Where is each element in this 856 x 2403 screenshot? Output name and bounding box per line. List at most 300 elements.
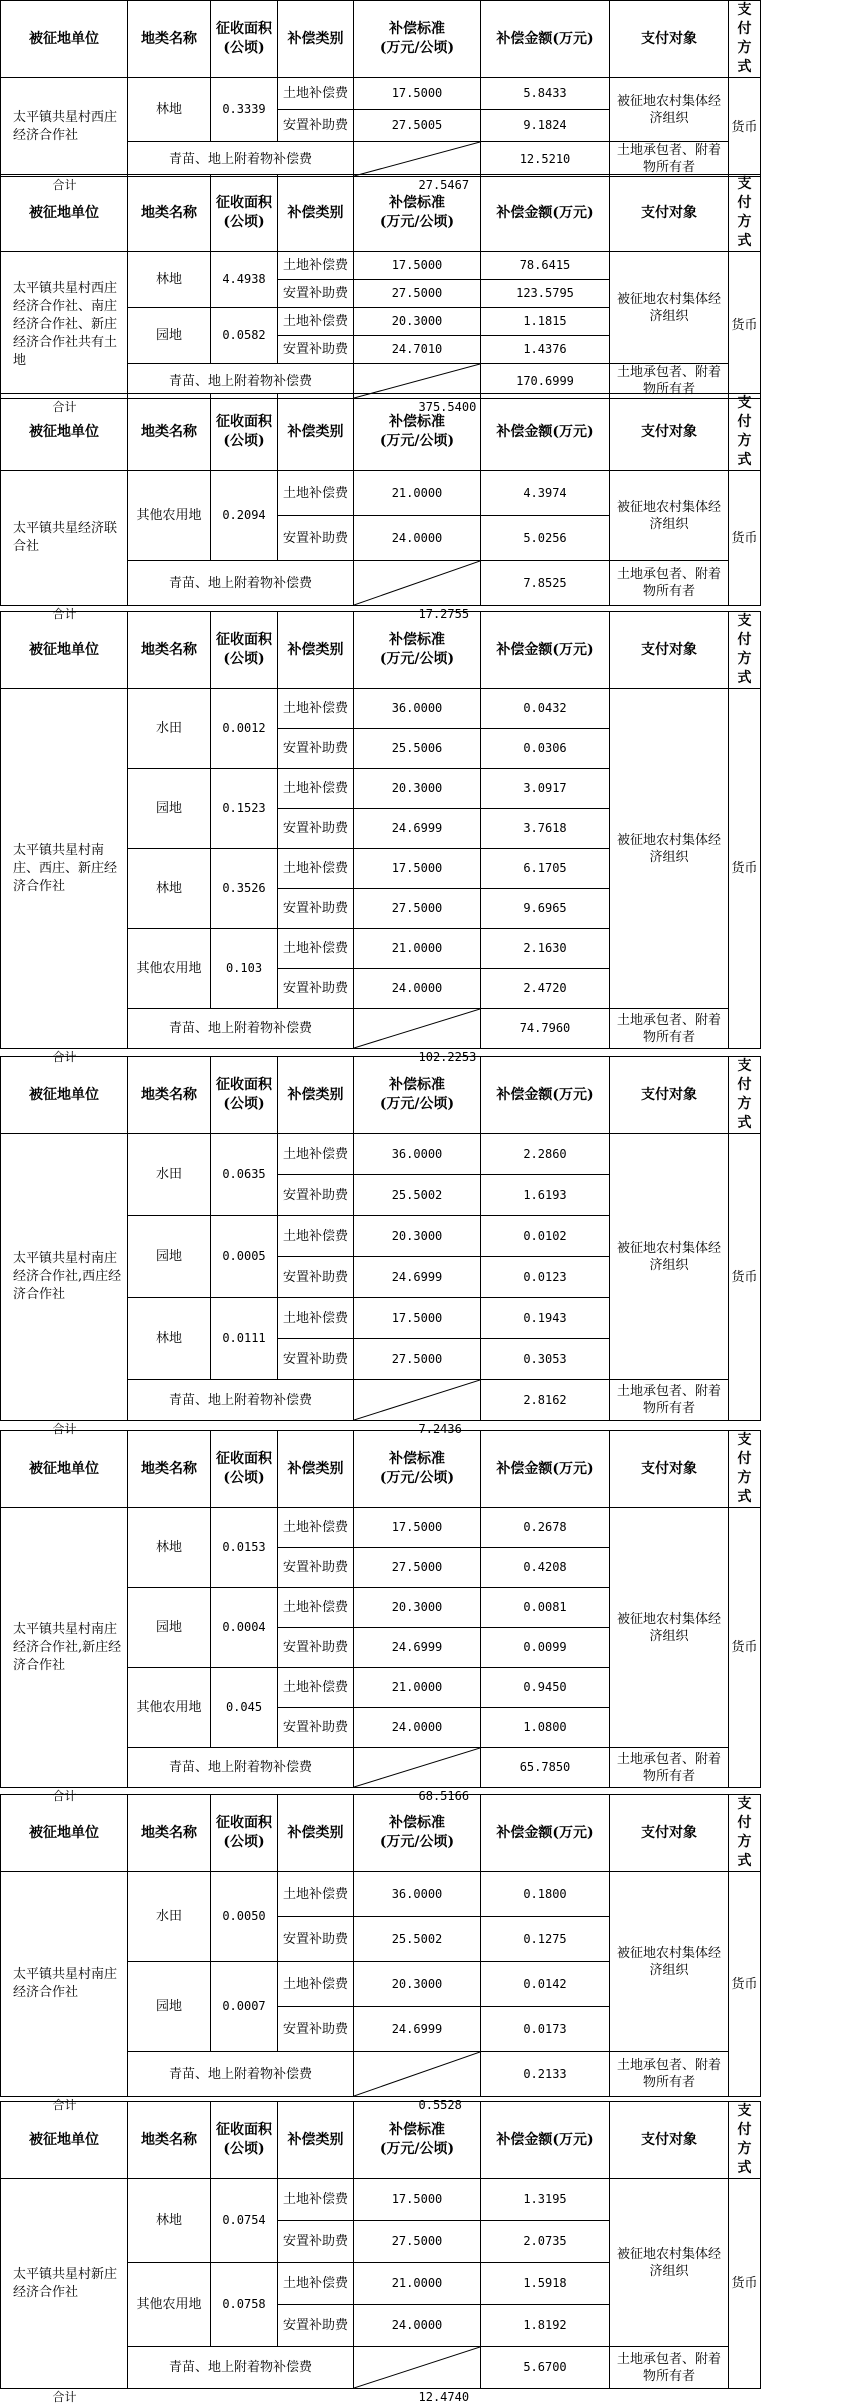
land-type-name: 林地 [128,1298,211,1380]
header-standard: 补偿标准 (万元/公顷) [354,1,481,78]
land-area: 0.3526 [211,849,278,929]
payee-owner: 土地承包者、附着物所有者 [610,561,729,606]
attachment-amount: 7.8525 [481,561,610,606]
compensation-type: 安置补助费 [278,2305,354,2347]
standard-value: 24.6999 [354,1257,481,1298]
table-row [1,1872,761,1917]
header-unit: 被征地单位 [1,1,128,78]
header-payee: 支付对象 [610,1,729,78]
standard-value: 24.6999 [354,809,481,849]
diagonal-cell [354,1380,481,1421]
header-unit: 被征地单位 [1,1431,128,1508]
header-amount: 补偿金额(万元) [481,2102,610,2179]
unit-name: 太平镇共星经济联合社 [1,471,128,606]
amount-value: 1.8192 [481,2305,610,2347]
diagonal-cell [354,142,481,177]
header-comp-type: 补偿类别 [278,394,354,471]
payee-collective: 被征地农村集体经济组织 [610,1134,729,1380]
amount-value: 5.0256 [481,516,610,561]
amount-value: 0.0432 [481,689,610,729]
payee-owner: 土地承包者、附着物所有者 [610,142,729,177]
header-comp-type: 补偿类别 [278,1,354,78]
land-type-name: 园地 [128,1588,211,1668]
table-header-row [1,1795,761,1872]
payment-method: 货币 [729,252,761,399]
standard-value: 25.5002 [354,1917,481,1962]
standard-value: 27.5000 [354,280,481,308]
amount-value: 2.1630 [481,929,610,969]
compensation-type: 土地补偿费 [278,78,354,110]
compensation-type: 土地补偿费 [278,769,354,809]
compensation-type: 安置补助费 [278,809,354,849]
header-method: 支付方式 [729,2102,761,2179]
total-label: 合计 [52,607,77,620]
amount-value: 9.1824 [481,110,610,142]
payment-method: 货币 [729,1508,761,1788]
standard-value: 17.5000 [354,252,481,280]
header-standard: 补偿标准 (万元/公顷) [354,2102,481,2179]
amount-value: 0.0099 [481,1628,610,1668]
total-value: 102.2253 [418,1050,477,1063]
compensation-type: 安置补助费 [278,336,354,364]
header-unit: 被征地单位 [1,394,128,471]
payment-method: 货币 [729,689,761,1049]
header-area: 征收面积 (公顷) [211,1431,278,1508]
header-method: 支付方式 [729,1795,761,1872]
payment-method: 货币 [729,1872,761,2097]
amount-value: 0.1943 [481,1298,610,1339]
standard-value: 24.0000 [354,2305,481,2347]
land-type-name: 园地 [128,769,211,849]
total-label: 合计 [52,2390,77,2403]
attachment-label: 青苗、地上附着物补偿费 [128,1748,354,1788]
compensation-type: 土地补偿费 [278,1872,354,1917]
land-area: 0.3339 [211,78,278,142]
land-type-name: 林地 [128,252,211,308]
header-area: 征收面积 (公顷) [211,175,278,252]
diagonal-cell [354,1009,481,1049]
land-type-name: 园地 [128,1216,211,1298]
compensation-table [0,2101,761,2403]
payee-owner: 土地承包者、附着物所有者 [610,1380,729,1421]
compensation-type: 土地补偿费 [278,689,354,729]
payee-collective: 被征地农村集体经济组织 [610,252,729,364]
compensation-type: 安置补助费 [278,1708,354,1748]
table-row [1,252,761,280]
amount-value: 2.2860 [481,1134,610,1175]
unit-name: 太平镇共星村西庄经济合作社、南庄经济合作社、新庄经济合作社共有土地 [1,252,128,399]
standard-value: 36.0000 [354,1872,481,1917]
amount-value: 0.4208 [481,1548,610,1588]
amount-value: 0.0142 [481,1962,610,2007]
amount-value: 0.2678 [481,1508,610,1548]
header-comp-type: 补偿类别 [278,1795,354,1872]
table-header-row [1,2102,761,2179]
attachment-amount: 170.6999 [481,364,610,399]
table-header-row [1,1057,761,1134]
amount-value: 3.0917 [481,769,610,809]
amount-value: 1.1815 [481,308,610,336]
amount-value: 3.7618 [481,809,610,849]
standard-value: 24.6999 [354,1628,481,1668]
amount-value: 0.0306 [481,729,610,769]
table-header-row [1,175,761,252]
header-standard: 补偿标准 (万元/公顷) [354,394,481,471]
header-land-type: 地类名称 [128,394,211,471]
amount-value: 1.5918 [481,2263,610,2305]
amount-value: 1.4376 [481,336,610,364]
attachment-amount: 12.5210 [481,142,610,177]
table-header-row [1,612,761,689]
amount-value: 4.3974 [481,471,610,516]
land-area: 0.0012 [211,689,278,769]
total-value: 68.5166 [418,1789,470,1802]
compensation-type: 安置补助费 [278,1339,354,1380]
compensation-type: 土地补偿费 [278,2263,354,2305]
standard-value: 27.5000 [354,1339,481,1380]
payment-method: 货币 [729,78,761,177]
total-label: 合计 [52,400,77,413]
table-header-row [1,1,761,78]
standard-value: 21.0000 [354,471,481,516]
unit-name: 太平镇共星村南庄、西庄、新庄经济合作社 [1,689,128,1049]
land-area: 0.2094 [211,471,278,561]
header-payee: 支付对象 [610,1431,729,1508]
amount-value: 0.1275 [481,1917,610,1962]
diagonal-line [354,1009,480,1048]
compensation-table [0,174,761,413]
amount-value: 5.8433 [481,78,610,110]
compensation-type: 土地补偿费 [278,471,354,516]
header-method: 支付方式 [729,394,761,471]
payee-owner: 土地承包者、附着物所有者 [610,1748,729,1788]
compensation-type: 安置补助费 [278,516,354,561]
header-payee: 支付对象 [610,612,729,689]
land-area: 4.4938 [211,252,278,308]
amount-value: 2.4720 [481,969,610,1009]
land-type-name: 其他农用地 [128,929,211,1009]
payment-method: 货币 [729,471,761,606]
header-comp-type: 补偿类别 [278,2102,354,2179]
standard-value: 17.5000 [354,1508,481,1548]
header-amount: 补偿金额(万元) [481,1795,610,1872]
amount-value: 1.6193 [481,1175,610,1216]
compensation-type: 安置补助费 [278,1175,354,1216]
amount-value: 0.1800 [481,1872,610,1917]
unit-name: 太平镇共星村新庄经济合作社 [1,2179,128,2389]
amount-value: 0.0173 [481,2007,610,2052]
header-payee: 支付对象 [610,175,729,252]
attachment-label: 青苗、地上附着物补偿费 [128,1380,354,1421]
compensation-type: 土地补偿费 [278,308,354,336]
payment-method: 货币 [729,2179,761,2389]
land-type-name: 其他农用地 [128,471,211,561]
land-area: 0.0004 [211,1588,278,1668]
header-unit: 被征地单位 [1,612,128,689]
compensation-type: 土地补偿费 [278,1508,354,1548]
compensation-type: 安置补助费 [278,729,354,769]
standard-value: 20.3000 [354,769,481,809]
standard-value: 20.3000 [354,1962,481,2007]
total-value: 7.2436 [418,1422,462,1435]
header-amount: 补偿金额(万元) [481,1057,610,1134]
payee-collective: 被征地农村集体经济组织 [610,2179,729,2347]
diagonal-cell [354,2347,481,2389]
header-amount: 补偿金额(万元) [481,1431,610,1508]
land-area: 0.0758 [211,2263,278,2347]
attachment-label: 青苗、地上附着物补偿费 [128,2347,354,2389]
amount-value: 6.1705 [481,849,610,889]
compensation-type: 土地补偿费 [278,1298,354,1339]
header-method: 支付方式 [729,1431,761,1508]
attachment-amount: 2.8162 [481,1380,610,1421]
unit-name: 太平镇共星村南庄经济合作社 [1,1872,128,2097]
total-label: 合计 [52,2098,77,2111]
standard-value: 24.6999 [354,2007,481,2052]
header-amount: 补偿金额(万元) [481,175,610,252]
standard-value: 21.0000 [354,929,481,969]
standard-value: 24.0000 [354,1708,481,1748]
payee-owner: 土地承包者、附着物所有者 [610,2347,729,2389]
total-value: 27.5467 [418,178,470,191]
diagonal-cell [354,2052,481,2097]
standard-value: 36.0000 [354,1134,481,1175]
attachment-amount: 5.6700 [481,2347,610,2389]
standard-value: 20.3000 [354,308,481,336]
amount-value: 0.9450 [481,1668,610,1708]
table-row [1,689,761,729]
standard-value: 25.5002 [354,1175,481,1216]
header-method: 支付方式 [729,1057,761,1134]
header-payee: 支付对象 [610,394,729,471]
header-amount: 补偿金额(万元) [481,1,610,78]
header-amount: 补偿金额(万元) [481,394,610,471]
header-land-type: 地类名称 [128,2102,211,2179]
land-type-name: 林地 [128,78,211,142]
attachment-label: 青苗、地上附着物补偿费 [128,142,354,177]
payee-collective: 被征地农村集体经济组织 [610,689,729,1009]
compensation-type: 安置补助费 [278,889,354,929]
header-comp-type: 补偿类别 [278,612,354,689]
compensation-type: 安置补助费 [278,2007,354,2052]
amount-value: 9.6965 [481,889,610,929]
header-payee: 支付对象 [610,1795,729,1872]
land-area: 0.045 [211,1668,278,1748]
compensation-table [0,1056,761,1435]
amount-value: 1.0800 [481,1708,610,1748]
compensation-type: 土地补偿费 [278,2179,354,2221]
compensation-type: 安置补助费 [278,1257,354,1298]
header-unit: 被征地单位 [1,1795,128,1872]
standard-value: 20.3000 [354,1216,481,1257]
standard-value: 27.5000 [354,2221,481,2263]
table-row [1,1508,761,1548]
land-type-name: 水田 [128,1134,211,1216]
compensation-type: 土地补偿费 [278,849,354,889]
compensation-type: 安置补助费 [278,1917,354,1962]
land-area: 0.0005 [211,1216,278,1298]
compensation-table [0,393,761,620]
land-type-name: 水田 [128,689,211,769]
diagonal-line [354,2052,480,2096]
header-area: 征收面积 (公顷) [211,612,278,689]
standard-value: 20.3000 [354,1588,481,1628]
header-unit: 被征地单位 [1,2102,128,2179]
standard-value: 17.5000 [354,849,481,889]
amount-value: 2.0735 [481,2221,610,2263]
land-type-name: 林地 [128,1508,211,1588]
land-area: 0.0007 [211,1962,278,2052]
header-standard: 补偿标准 (万元/公顷) [354,175,481,252]
unit-name: 太平镇共星村西庄经济合作社 [1,78,128,177]
total-label: 合计 [52,1050,77,1063]
table-row [1,471,761,516]
land-type-name: 水田 [128,1872,211,1962]
payee-owner: 土地承包者、附着物所有者 [610,2052,729,2097]
compensation-type: 土地补偿费 [278,1134,354,1175]
standard-value: 21.0000 [354,2263,481,2305]
header-method: 支付方式 [729,175,761,252]
table-header-row [1,394,761,471]
compensation-type: 土地补偿费 [278,1216,354,1257]
land-area: 0.0754 [211,2179,278,2263]
header-unit: 被征地单位 [1,175,128,252]
total-label: 合计 [52,1422,77,1435]
compensation-table [0,1430,761,1802]
header-method: 支付方式 [729,1,761,78]
header-method: 支付方式 [729,612,761,689]
compensation-type: 土地补偿费 [278,1588,354,1628]
attachment-amount: 74.7960 [481,1009,610,1049]
header-land-type: 地类名称 [128,175,211,252]
payee-collective: 被征地农村集体经济组织 [610,1872,729,2052]
header-area: 征收面积 (公顷) [211,1,278,78]
compensation-type: 安置补助费 [278,2221,354,2263]
total-value: 0.5528 [418,2098,462,2111]
header-amount: 补偿金额(万元) [481,612,610,689]
diagonal-line [354,2347,480,2388]
land-type-name: 其他农用地 [128,2263,211,2347]
attachment-label: 青苗、地上附着物补偿费 [128,561,354,606]
header-standard: 补偿标准 (万元/公顷) [354,612,481,689]
attachment-label: 青苗、地上附着物补偿费 [128,364,354,399]
header-land-type: 地类名称 [128,1795,211,1872]
header-land-type: 地类名称 [128,1431,211,1508]
land-type-name: 其他农用地 [128,1668,211,1748]
compensation-table [0,611,761,1063]
land-type-name: 林地 [128,849,211,929]
table-row [1,1134,761,1175]
header-comp-type: 补偿类别 [278,175,354,252]
total-label: 合计 [52,1789,77,1802]
unit-name: 太平镇共星村南庄经济合作社,西庄经济合作社 [1,1134,128,1421]
amount-value: 0.0081 [481,1588,610,1628]
standard-value: 24.0000 [354,969,481,1009]
compensation-type: 土地补偿费 [278,1668,354,1708]
header-land-type: 地类名称 [128,1057,211,1134]
total-value: 17.2755 [418,607,470,620]
header-standard: 补偿标准 (万元/公顷) [354,1431,481,1508]
standard-value: 36.0000 [354,689,481,729]
header-comp-type: 补偿类别 [278,1431,354,1508]
header-standard: 补偿标准 (万元/公顷) [354,1057,481,1134]
compensation-type: 安置补助费 [278,280,354,308]
land-area: 0.0635 [211,1134,278,1216]
amount-value: 123.5795 [481,280,610,308]
total-label: 合计 [52,178,77,191]
diagonal-line [354,142,480,176]
payee-collective: 被征地农村集体经济组织 [610,1508,729,1748]
land-type-name: 园地 [128,1962,211,2052]
standard-value: 27.5000 [354,889,481,929]
land-area: 0.1523 [211,769,278,849]
header-standard: 补偿标准 (万元/公顷) [354,1795,481,1872]
attachment-label: 青苗、地上附着物补偿费 [128,2052,354,2097]
compensation-type: 安置补助费 [278,969,354,1009]
total-value: 12.4740 [418,2390,470,2403]
standard-value: 24.7010 [354,336,481,364]
amount-value: 1.3195 [481,2179,610,2221]
standard-value: 17.5000 [354,78,481,110]
header-land-type: 地类名称 [128,1,211,78]
compensation-type: 安置补助费 [278,110,354,142]
header-area: 征收面积 (公顷) [211,394,278,471]
amount-value: 0.0102 [481,1216,610,1257]
compensation-table [0,1794,761,2111]
attachment-label: 青苗、地上附着物补偿费 [128,1009,354,1049]
diagonal-line [354,561,480,605]
land-area: 0.0050 [211,1872,278,1962]
compensation-type: 土地补偿费 [278,1962,354,2007]
land-type-name: 园地 [128,308,211,364]
compensation-type: 土地补偿费 [278,929,354,969]
unit-name: 太平镇共星村南庄经济合作社,新庄经济合作社 [1,1508,128,1788]
compensation-type: 安置补助费 [278,1628,354,1668]
header-payee: 支付对象 [610,1057,729,1134]
diagonal-line [354,1748,480,1787]
standard-value: 27.5005 [354,110,481,142]
payee-owner: 土地承包者、附着物所有者 [610,1009,729,1049]
diagonal-cell [354,561,481,606]
amount-value: 0.3053 [481,1339,610,1380]
header-area: 征收面积 (公顷) [211,2102,278,2179]
payee-collective: 被征地农村集体经济组织 [610,471,729,561]
standard-value: 17.5000 [354,2179,481,2221]
standard-value: 24.0000 [354,516,481,561]
compensation-table [0,0,761,191]
attachment-amount: 0.2133 [481,2052,610,2097]
land-area: 0.0111 [211,1298,278,1380]
standard-value: 17.5000 [354,1298,481,1339]
header-comp-type: 补偿类别 [278,1057,354,1134]
land-area: 0.103 [211,929,278,1009]
compensation-type: 安置补助费 [278,1548,354,1588]
table-row [1,2179,761,2221]
header-unit: 被征地单位 [1,1057,128,1134]
payee-owner: 土地承包者、附着物所有者 [610,364,729,399]
payee-collective: 被征地农村集体经济组织 [610,78,729,142]
payment-method: 货币 [729,1134,761,1421]
standard-value: 27.5000 [354,1548,481,1588]
table-row [1,78,761,110]
standard-value: 25.5006 [354,729,481,769]
diagonal-line [354,1380,480,1420]
header-area: 征收面积 (公顷) [211,1795,278,1872]
land-area: 0.0582 [211,308,278,364]
diagonal-cell [354,1748,481,1788]
land-type-name: 林地 [128,2179,211,2263]
attachment-amount: 65.7850 [481,1748,610,1788]
